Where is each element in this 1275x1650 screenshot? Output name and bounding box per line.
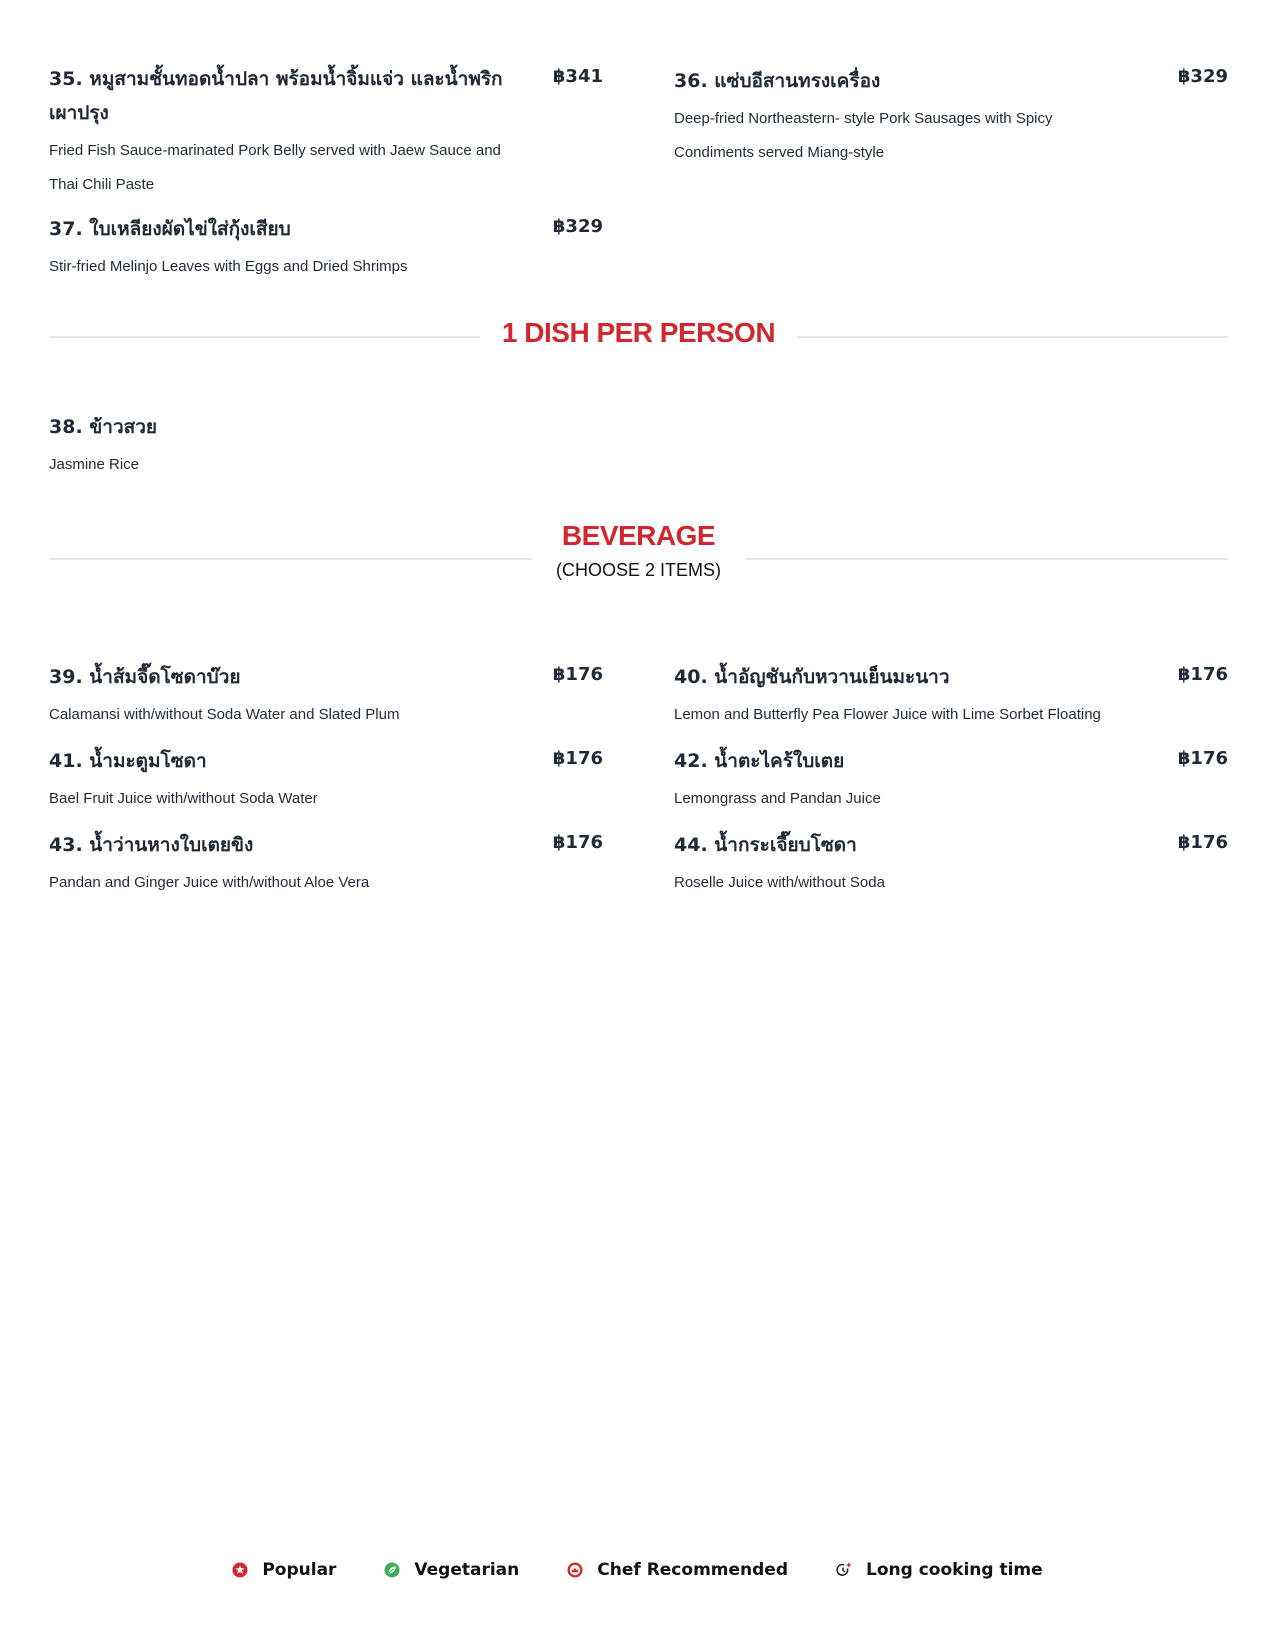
item-thai-name: ข้าวสวย <box>89 416 158 438</box>
star-badge-icon <box>232 1562 248 1578</box>
divider-right <box>745 558 1228 560</box>
item-title <box>49 828 253 862</box>
item-description: Roselle Juice with/without Soda <box>674 874 885 891</box>
item-title <box>49 212 291 246</box>
item-number: 35. <box>49 68 83 90</box>
item-thai-name: น้ำส้มจี๊ดโซดาบ๊วย <box>89 666 241 688</box>
item-thai-name: แซ่บอีสานทรงเครื่อง <box>714 70 881 92</box>
item-number: 44. <box>674 834 708 856</box>
item-title <box>49 62 509 130</box>
legend-chef-recommended <box>567 1560 788 1580</box>
legend-label: Chef Recommended <box>597 1560 788 1580</box>
legend-label: Vegetarian <box>414 1560 520 1580</box>
item-number: 36. <box>674 70 708 92</box>
item-thai-name: น้ำมะตูมโซดา <box>89 750 207 772</box>
item-description: Bael Fruit Juice with/without Soda Water <box>49 790 318 807</box>
item-description: Jasmine Rice <box>49 456 140 473</box>
item-price: ฿176 <box>552 748 603 769</box>
item-price: ฿329 <box>552 216 603 237</box>
legend-long-cooking <box>836 1560 1043 1580</box>
item-39 <box>49 660 603 732</box>
item-number: 40. <box>674 666 708 688</box>
item-price: ฿341 <box>552 66 603 87</box>
item-title <box>49 660 241 694</box>
section-header-rice <box>49 317 1228 349</box>
icon-legend <box>0 1560 1275 1580</box>
item-38 <box>49 410 603 482</box>
legend-vegetarian <box>384 1560 519 1580</box>
section-title: 1 DISH PER PERSON <box>480 317 797 349</box>
item-price: ฿176 <box>1177 748 1228 769</box>
item-price: ฿329 <box>1177 66 1228 87</box>
item-41 <box>49 744 603 816</box>
divider-left <box>49 558 532 560</box>
item-description: Pandan and Ginger Juice with/without Aloe Vera <box>49 874 370 891</box>
leaf-badge-icon <box>384 1562 400 1578</box>
legend-label: Long cooking time <box>866 1560 1043 1580</box>
item-number: 43. <box>49 834 83 856</box>
item-description: Deep-fried Northeastern- style Pork Sausages with Spicy Condiments served Miang-style <box>674 110 1053 161</box>
divider-right <box>794 336 1228 338</box>
item-36 <box>674 62 1228 170</box>
item-description: Lemongrass and Pandan Juice <box>674 790 881 807</box>
item-37 <box>49 212 603 284</box>
item-42 <box>674 744 1228 816</box>
item-price: ฿176 <box>1177 832 1228 853</box>
item-thai-name: น้ำอัญชันกับหวานเย็นมะนาว <box>714 666 950 688</box>
item-thai-name: หมูสามชั้นทอดน้ำปลา พร้อมน้ำจิ้มแจ่ว และน้ำพริกเผาปรุง <box>49 68 503 124</box>
item-description: Stir-fried Melinjo Leaves with Eggs and Dried Shrimps <box>49 258 408 275</box>
item-number: 37. <box>49 218 83 240</box>
item-title <box>674 744 844 778</box>
item-number: 42. <box>674 750 708 772</box>
item-title <box>674 828 857 862</box>
legend-popular <box>232 1560 336 1580</box>
section-subtitle: (CHOOSE 2 ITEMS) <box>555 560 721 580</box>
item-price: ฿176 <box>552 832 603 853</box>
item-title <box>49 410 157 444</box>
item-description: Lemon and Butterfly Pea Flower Juice with Lime Sorbet Floating <box>674 706 1101 723</box>
item-44 <box>674 828 1228 900</box>
section-header-beverage <box>49 520 1228 581</box>
item-price: ฿176 <box>552 664 603 685</box>
item-43 <box>49 828 603 900</box>
item-description: Fried Fish Sauce-marinated Pork Belly served with Jaew Sauce and Thai Chili Paste <box>49 142 501 193</box>
item-35 <box>49 62 603 202</box>
item-title <box>49 744 207 778</box>
section-title: BEVERAGE <box>540 520 737 552</box>
chef-hat-badge-icon <box>567 1562 583 1578</box>
item-price: ฿176 <box>1177 664 1228 685</box>
divider-left <box>49 336 483 338</box>
item-number: 39. <box>49 666 83 688</box>
item-number: 38. <box>49 416 83 438</box>
item-title <box>674 660 950 694</box>
item-title <box>674 64 880 98</box>
item-thai-name: น้ำกระเจี๊ยบโซดา <box>714 834 857 856</box>
item-thai-name: ใบเหลียงผัดไข่ใส่กุ้งเสียบ <box>89 218 291 240</box>
item-thai-name: น้ำว่านหางใบเตยขิง <box>89 834 254 856</box>
item-description: Calamansi with/without Soda Water and Slated Plum <box>49 706 400 723</box>
item-40 <box>674 660 1228 732</box>
item-number: 41. <box>49 750 83 772</box>
clock-plus-icon <box>836 1562 852 1578</box>
item-thai-name: น้ำตะไคร้ใบเตย <box>714 750 845 772</box>
legend-label: Popular <box>262 1560 337 1580</box>
